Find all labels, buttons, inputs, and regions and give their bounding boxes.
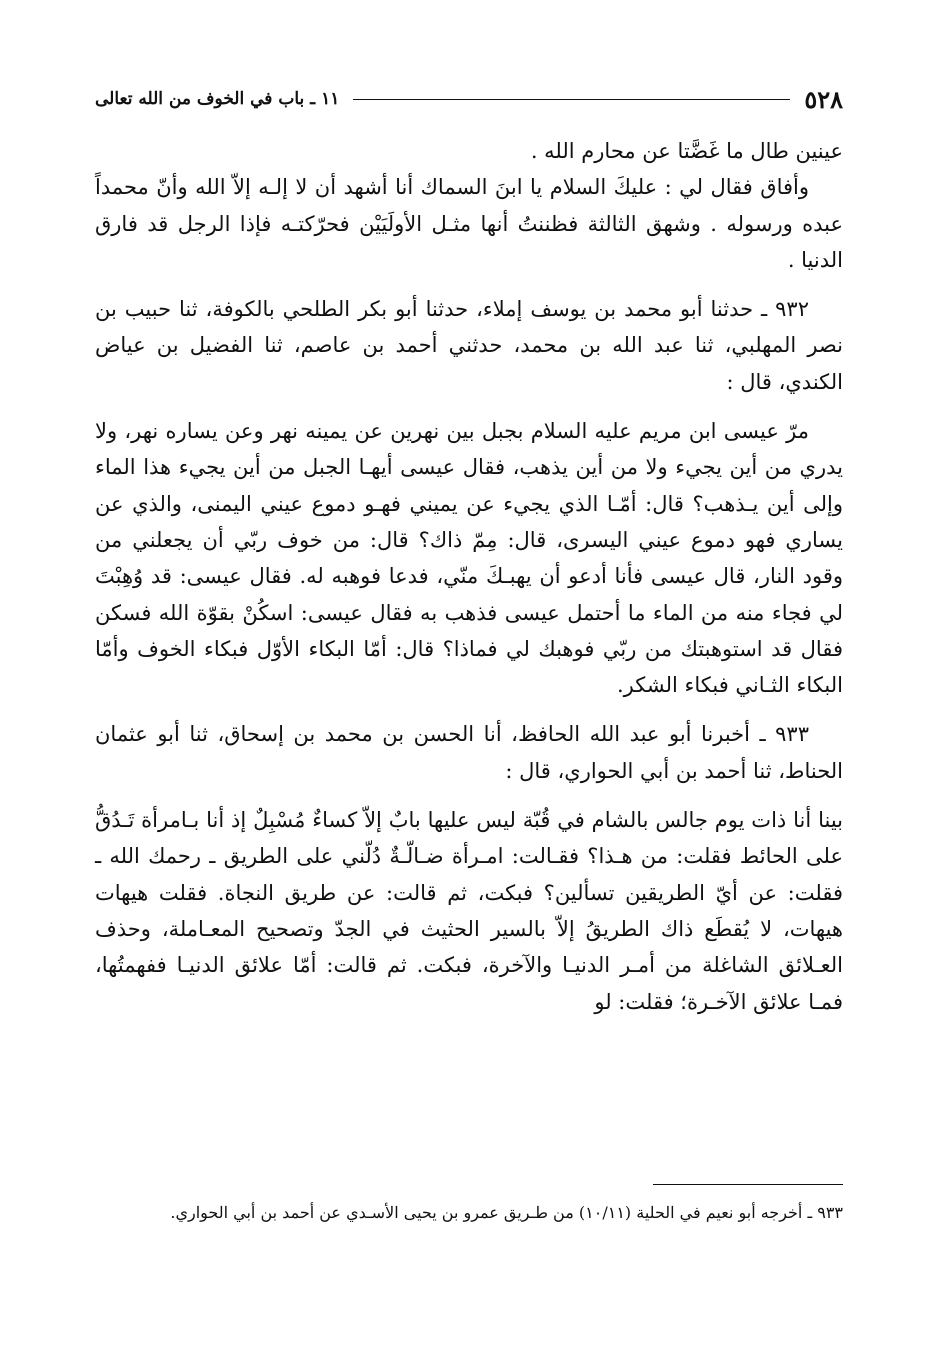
page-number: ٥٢٨ (804, 84, 843, 114)
running-header (95, 82, 843, 116)
footnote-separator (653, 1184, 843, 1185)
paragraph: وأفاق فقال لي : عليكَ السلام يا ابنَ السماك أنا أشهد أن لا إلـه إلاّ الله وأنّ محمداً عبده ورسوله . وشهق الثالثة فظننتُ أنها مثـل الأولَيَيْن فحرّكتـه فإذا الرجل قد فارق الدنيا . (95, 175, 843, 272)
header-rule (353, 99, 790, 100)
hadith-933-chain: ٩٣٣ ـ أخبرنا أبو عبد الله الحافظ، أنا الحسن بن محمد بن إسحاق، ثنا أبو عثمان الحناط، ثنا أحمد بن أبي الحواري، قال : (95, 722, 843, 783)
hadith-933-text: بينا أنا ذات يوم جالس بالشام في قُبّة ليس عليها بابٌ إلاّ كساءٌ مُسْبِلٌ إذ أنا بـامرأة تَـدُقُّ على الحائط فقلت: من هـذا؟ فقـالت: امـرأة ضـالّـةٌ دُلّني على الطريق ـ رحمك الله ـ فقلت: عن أيّ الطريقين تسألين؟ فبكت، ثم قالت: عن طريق النجاة. فقلت هيهات هيهات، لا يُقطَع ذاك الطريقُ إلاّ بالسير الحثيث في الجدّ وتصحيح المعـاملة، وحذف العـلائق الشاغلة من أمـر الدنيـا والآخرة، فبكت. ثم قالت: أمّا علائق الدنيـا ففهمتُها، فمـا علائق الآخـرة؛ فقلت: لو (95, 808, 843, 1014)
main-text (95, 133, 843, 1020)
chapter-title: ١١ ـ باب في الخوف من الله تعالى (95, 89, 340, 109)
paragraph-continuation: عينين طال ما غَضَّتا عن محارم الله . (530, 139, 843, 163)
hadith-932-text: مرّ عيسى ابن مريم عليه السلام بجبل بين نهرين عن يمينه نهر وعن يساره نهر، ولا يدري من أين يجيء ولا من أين يذهب، فقال عيسى أيهـا الجبل من أين يجيء هذا الماء وإلى أين يـذهب؟ قال: أمّـا الذي يجيء عن يميني فهـو دموع عيني اليمنى، والذي عن يساري فهو دموع عيني اليسرى، قال: مِمّ ذاك؟ قال: من خوف ربّي أن يجعلني من وقود النار، قال عيسى فأنا أدعو أن يهبـكَ منّي، فدعا فوهبه له. فقال عيسى: قد وُهِبْتَ لي فجاء منه من الماء ما أحتمل عيسى فذهب به فقال عيسى: اسكُنْ بقوّة الله فسكن فقال قد استوهبتك من ربّي فوهبك لي فماذا؟ قال: أمّا البكاء الأوّل فبكاء الخوف وأمّا البكاء الثـاني فبكاء الشكر. (95, 419, 843, 698)
hadith-932-chain: ٩٣٢ ـ حدثنا أبو محمد بن يوسف إملاء، حدثنا أبو بكر الطلحي بالكوفة، ثنا حبيب بن نصر المهلبي، ثنا عبد الله بن محمد، حدثني أحمد بن عاصم، ثنا الفضيل بن عياض الكندي، قال : (95, 297, 843, 394)
footnote: ٩٣٣ ـ أخرجه أبو نعيم في الحلية (١٠/١١) من طـريق عمرو بن يحيى الأسـدي عن أحمد بن أبي الحواري. (170, 1203, 843, 1222)
